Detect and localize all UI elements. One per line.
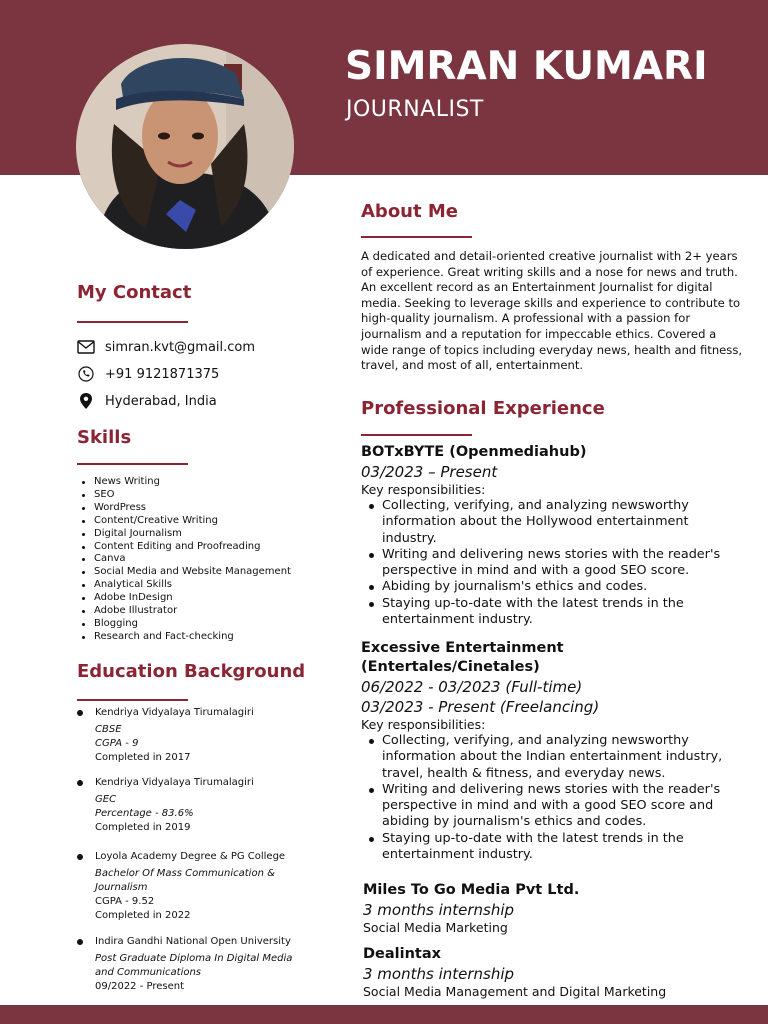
contact-divider [77, 321, 188, 323]
about-text: A dedicated and detail-oriented creative journalist with 2+ years of experience. Great writing skills and a nose for news and truth. An excellent record as an Entertainment Journalist for digital media. Seeking to leverage skills and experience to contribute to high-quality journalism. A professional with a passion for journalism and a reputation for impeccable ethics. Covered a wide range of topics including everyday news, health and fitness, travel, and most of all, entertainment. [361, 249, 743, 373]
internship-role: Social Media Management and Digital Marketing [363, 984, 667, 999]
job-dates: 06/2022 - 03/2023 (Full-time) [361, 678, 583, 696]
contact-email[interactable] [77, 338, 255, 356]
bullet-icon [77, 854, 83, 860]
job-entry [361, 639, 731, 863]
education-item [77, 776, 307, 835]
education-program: Post Graduate Diploma In Digital Media and Communications [95, 953, 293, 978]
skill-item: Content/Creative Writing [78, 515, 291, 528]
experience-divider [361, 434, 472, 436]
list-item: Abiding by journalism's ethics and codes. [361, 579, 741, 595]
education-item [77, 935, 307, 994]
skills-divider [77, 463, 188, 465]
experience-heading: Professional Experience [361, 398, 605, 419]
education-divider [77, 699, 188, 701]
skill-item: Canva [78, 553, 291, 566]
education-completed: 09/2022 - Present [95, 981, 185, 992]
skills-list [78, 476, 291, 644]
candidate-role: JOURNALIST [346, 97, 484, 122]
job-dates: 03/2023 – Present [361, 463, 498, 481]
education-completed: Completed in 2019 [95, 822, 191, 833]
education-completed: Completed in 2022 [95, 910, 191, 921]
job-company: Excessive Entertainment (Entertales/Cinetales) [361, 640, 564, 675]
education-heading: Education Background [77, 661, 306, 682]
skills-heading: Skills [77, 427, 132, 448]
skill-item: Adobe InDesign [78, 592, 291, 605]
about-heading: About Me [361, 201, 458, 222]
footer-band [0, 1005, 768, 1024]
education-program: CBSE [95, 724, 122, 735]
candidate-name: SIMRAN KUMARI [345, 44, 708, 89]
list-item: Collecting, verifying, and analyzing newsworthy information about the Hollywood entertainment industry. [361, 498, 741, 547]
phone-icon [77, 365, 95, 383]
skill-item: SEO [78, 489, 291, 502]
education-completed: Completed in 2017 [95, 752, 191, 763]
internship-entry [363, 881, 743, 936]
skill-item: Blogging [78, 618, 291, 631]
list-item: Writing and delivering news stories with the reader's perspective in mind and with a good SEO score. [361, 547, 741, 580]
internship-entry [363, 945, 743, 1000]
skill-item: Digital Journalism [78, 528, 291, 541]
list-item: Staying up-to-date with the latest trends in the entertainment industry. [361, 596, 741, 629]
skill-item: WordPress [78, 502, 291, 515]
job-company: BOTxBYTE (Openmediahub) [361, 444, 587, 460]
bullet-icon [77, 939, 83, 945]
job-dates: 03/2023 - Present (Freelancing) [361, 698, 600, 716]
list-item: Collecting, verifying, and analyzing newsworthy information about the Indian entertainment industry, travel, health & fitness, and everyday news. [361, 733, 731, 782]
contact-phone[interactable] [77, 365, 219, 383]
job-responsibilities [361, 733, 731, 863]
job-responsibilities [361, 498, 741, 628]
internship-role: Social Media Marketing [363, 920, 508, 935]
phone-text[interactable]: +91 9121871375 [105, 366, 220, 382]
education-institution: Loyola Academy Degree & PG College [95, 851, 286, 862]
education-score: Percentage - 83.6% [95, 808, 194, 819]
bullet-icon [77, 780, 83, 786]
education-score: CGPA - 9 [95, 738, 139, 749]
internship-duration: 3 months internship [363, 901, 515, 919]
skill-item: News Writing [78, 476, 291, 489]
education-program: GEC [95, 794, 117, 805]
bullet-icon [77, 710, 83, 716]
map-pin-icon [77, 392, 95, 410]
education-program: Bachelor Of Mass Communication & Journalism [95, 868, 275, 893]
skill-item: Research and Fact-checking [78, 631, 291, 644]
contact-heading: My Contact [77, 282, 192, 303]
internship-company: Dealintax [363, 946, 441, 962]
profile-photo [76, 44, 294, 249]
education-score: CGPA - 9.52 [95, 896, 155, 907]
education-institution: Kendriya Vidyalaya Tirumalagiri [95, 707, 254, 718]
about-divider [361, 236, 472, 238]
job-responsibilities-label: Key responsibilities: [361, 482, 486, 497]
list-item: Staying up-to-date with the latest trends in the entertainment industry. [361, 831, 731, 864]
skill-item: Adobe Illustrator [78, 605, 291, 618]
list-item: Writing and delivering news stories with the reader's perspective in mind and with a good SEO score and abiding by journalism's ethics and codes. [361, 782, 731, 831]
location-text: Hyderabad, India [105, 393, 217, 409]
envelope-icon [77, 338, 95, 356]
email-text[interactable]: simran.kvt@gmail.com [105, 339, 256, 355]
job-entry [361, 443, 741, 628]
education-institution: Kendriya Vidyalaya Tirumalagiri [95, 777, 254, 788]
education-institution: Indira Gandhi National Open University [95, 936, 291, 947]
internship-duration: 3 months internship [363, 965, 515, 983]
skill-item: Social Media and Website Management [78, 566, 291, 579]
skill-item: Analytical Skills [78, 579, 291, 592]
education-item [77, 850, 307, 923]
job-responsibilities-label: Key responsibilities: [361, 717, 486, 732]
education-item [77, 706, 307, 765]
contact-location [77, 392, 217, 410]
internship-company: Miles To Go Media Pvt Ltd. [363, 882, 580, 898]
skill-item: Content Editing and Proofreading [78, 541, 291, 554]
